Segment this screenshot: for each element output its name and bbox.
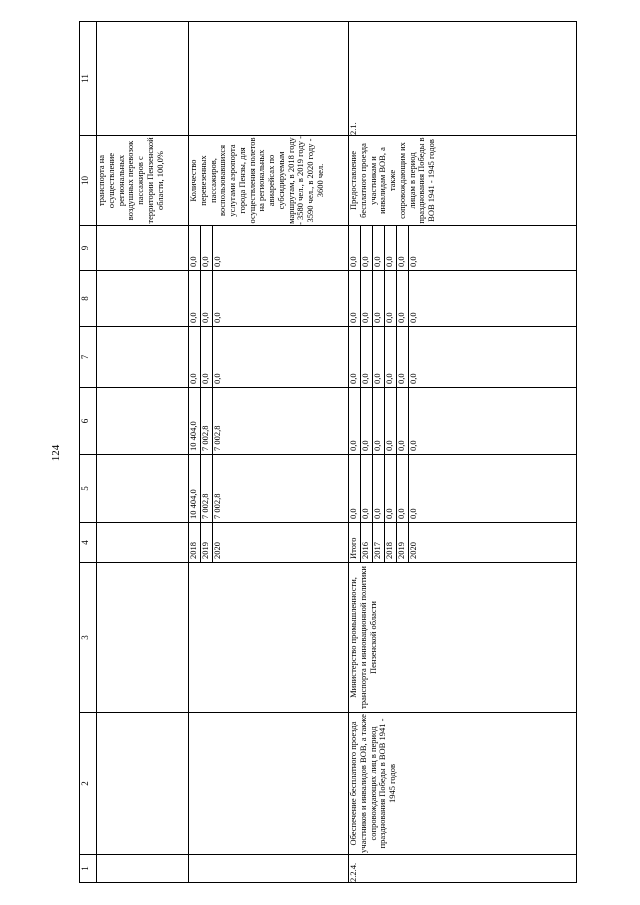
value: 0,0 (201, 327, 213, 387)
col-header-4: 4 (80, 523, 97, 563)
value: 0,0 (397, 455, 409, 522)
col5-cell (349, 455, 577, 523)
value: 7 002,8 (212, 493, 222, 519)
value: 10 404,0 (189, 455, 201, 522)
col-header-11: 11 (80, 22, 97, 136)
value: 0,0 (385, 226, 397, 270)
col6-cell (349, 388, 577, 455)
goal-text-top: транспорта на осуществление региональных воздушных перевозок пассажиров с территории Пензенской области, 100,0% (97, 136, 189, 226)
value: 0,0 (212, 312, 222, 323)
program-table (79, 21, 577, 883)
col-header-6: 6 (80, 388, 97, 455)
rotated-table (79, 22, 577, 883)
goal-text-mid: Количество перевезенных пассажиров, воспользовавшихся услугами аэропорта города Пензы, для осуществления полетов на региональных авиарейсах по субсидируемым маршрутам, в 2018 году - 3580 чел., в 2019 году - 3590 чел., в 2020 году - 3600 чел. (189, 136, 349, 226)
value: 0,0 (397, 327, 409, 387)
measure-name: Обеспечение бесплатного проезда участников и инвалидов ВОВ, а также сопровождающих лиц в период празднования Победы в ВОВ 1941 - 1945 годов (349, 713, 577, 855)
rotated-table-container (79, 22, 577, 883)
value: 0,0 (361, 226, 373, 270)
value: 0,0 (373, 455, 385, 522)
years-cell (349, 523, 577, 563)
value: 0,0 (361, 327, 373, 387)
value: 7 002,8 (201, 388, 213, 454)
value: 0,0 (349, 455, 361, 522)
col-header-8: 8 (80, 271, 97, 327)
col6-cell (189, 388, 349, 455)
item-number: 2.2.4. (349, 855, 577, 883)
value: 0,0 (373, 327, 385, 387)
value: 0,0 (373, 226, 385, 270)
col-header-1: 1 (80, 855, 97, 883)
value: 0,0 (397, 271, 409, 326)
value: 10 404,0 (189, 388, 201, 454)
value: 0,0 (385, 327, 397, 387)
value: 0,0 (408, 256, 418, 267)
year: 2017 (373, 523, 385, 562)
year: 2020 (212, 542, 222, 559)
value: 0,0 (201, 271, 213, 326)
value: 0,0 (189, 226, 201, 270)
value: 0,0 (385, 271, 397, 326)
value: 0,0 (397, 388, 409, 454)
value: 0,0 (201, 226, 213, 270)
col9-cell (349, 226, 577, 271)
col-header-5: 5 (80, 455, 97, 523)
col5-cell (189, 455, 349, 523)
col-header-10: 10 (80, 136, 97, 226)
col-header-7: 7 (80, 327, 97, 388)
value: 0,0 (397, 226, 409, 270)
value: 0,0 (189, 327, 201, 387)
page-number: 124 (50, 444, 62, 462)
goal-text-bottom: Предоставление бесплатного проезда участникам и инвалидам ВОВ, а также сопровождающим их лицам в период празднования Победы в ВОВ 1941 - 1945 годов (349, 136, 577, 226)
year: 2018 (385, 523, 397, 562)
value: 7 002,8 (212, 425, 222, 451)
value: 0,0 (408, 508, 418, 519)
years-cell (189, 523, 349, 563)
year: 2019 (397, 523, 409, 562)
year: Итого (349, 523, 361, 562)
col7-cell (349, 327, 577, 388)
table-row (189, 22, 349, 883)
col-header-2: 2 (80, 713, 97, 855)
year: 2020 (408, 542, 418, 559)
value: 0,0 (373, 271, 385, 326)
value: 0,0 (408, 373, 418, 384)
value: 0,0 (373, 388, 385, 454)
value: 7 002,8 (201, 455, 213, 522)
year: 2019 (201, 523, 213, 562)
year: 2016 (361, 523, 373, 562)
value: 0,0 (212, 373, 222, 384)
table-row (349, 22, 577, 883)
value: 0,0 (349, 327, 361, 387)
col-header-9: 9 (80, 226, 97, 271)
value: 0,0 (361, 271, 373, 326)
value: 0,0 (361, 455, 373, 522)
value: 0,0 (408, 312, 418, 323)
value: 0,0 (385, 388, 397, 454)
value: 0,0 (349, 271, 361, 326)
value: 0,0 (385, 455, 397, 522)
col8-cell (349, 271, 577, 327)
value: 0,0 (189, 271, 201, 326)
year: 2018 (189, 523, 201, 562)
value: 0,0 (349, 226, 361, 270)
col9-cell (189, 226, 349, 271)
header-row (80, 22, 97, 883)
col-header-3: 3 (80, 563, 97, 713)
col7-cell (189, 327, 349, 388)
table-row (97, 22, 189, 883)
indicator-ref: 2.1. (349, 22, 577, 136)
responsible-executor: Министерство промышленности, транспорта и инновационной политики Пензенской области (349, 563, 577, 713)
value: 0,0 (408, 440, 418, 451)
col8-cell (189, 271, 349, 327)
value: 0,0 (361, 388, 373, 454)
value: 0,0 (349, 388, 361, 454)
value: 0,0 (212, 256, 222, 267)
